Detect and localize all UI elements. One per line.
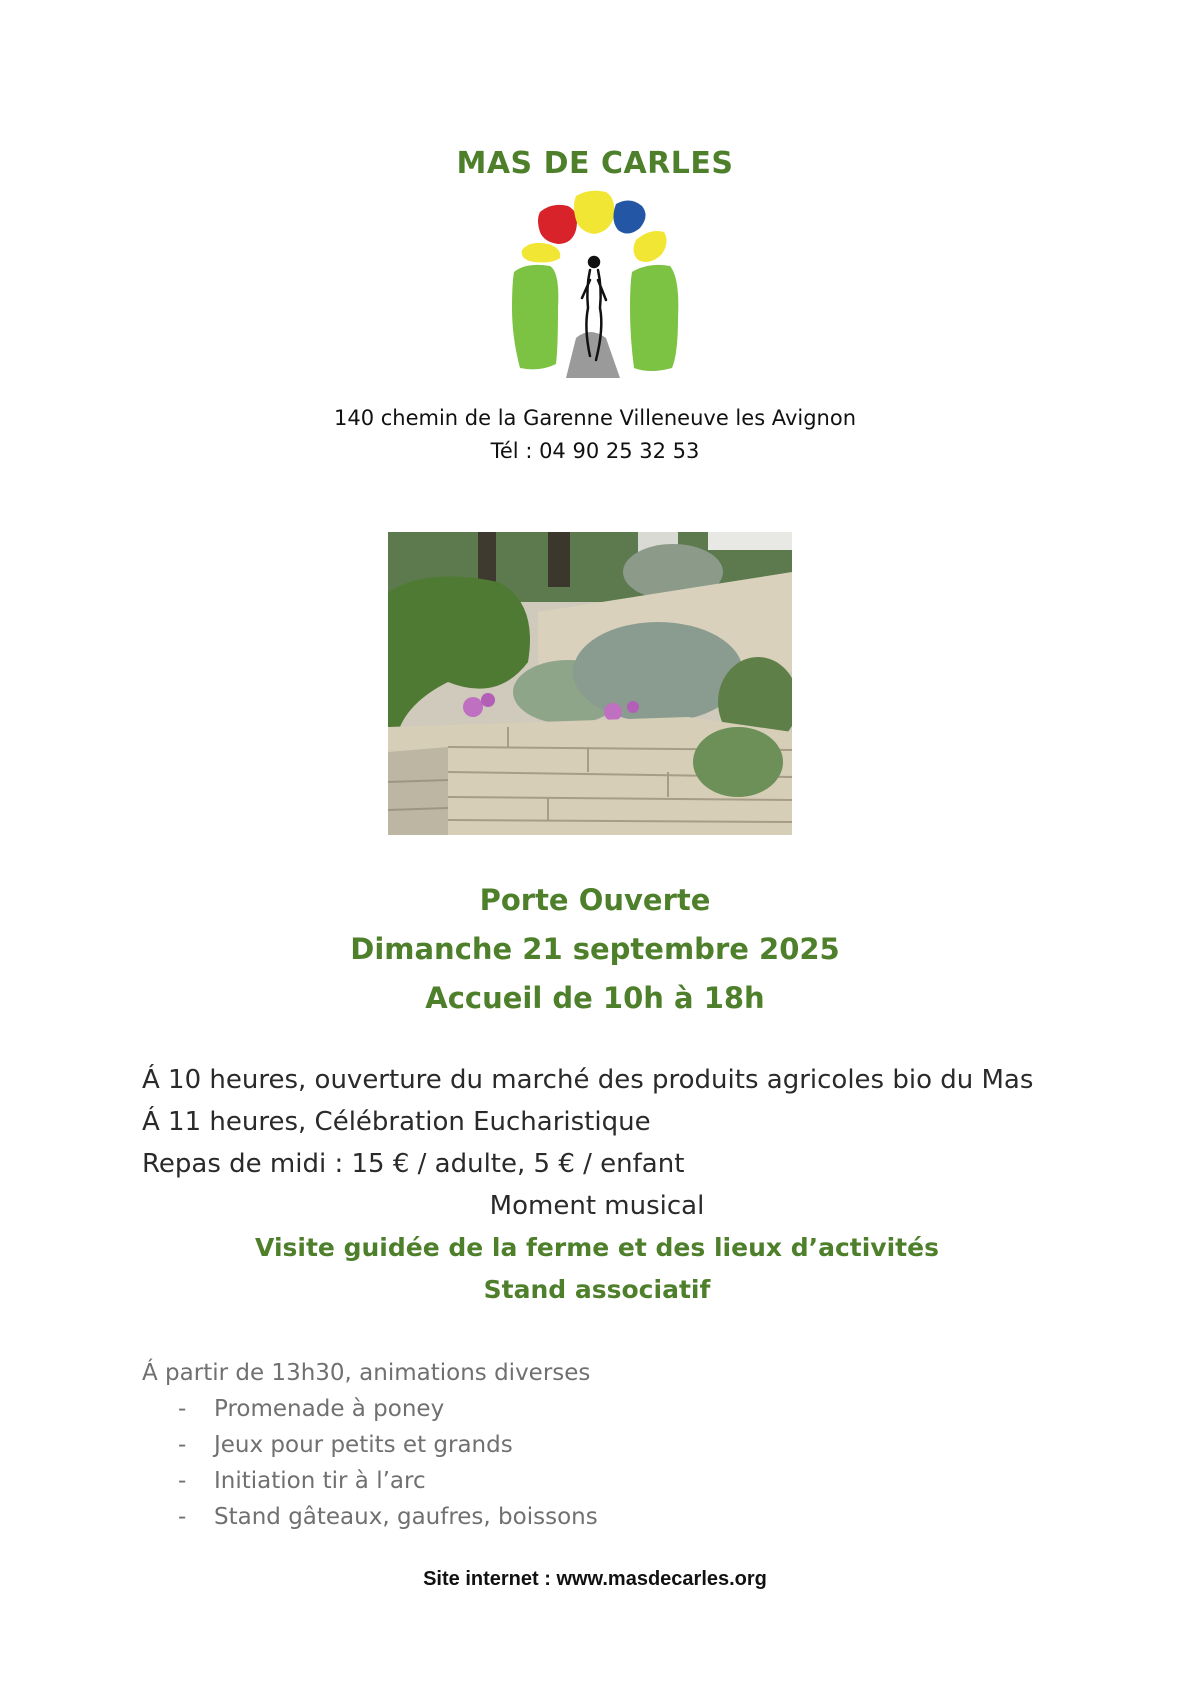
event-hours: Accueil de 10h à 18h [425, 981, 765, 1015]
program-list [142, 1059, 1062, 1311]
address-block [0, 402, 1190, 468]
logo-yellow-stone-top [574, 191, 614, 234]
logo-blue-stone [613, 200, 645, 233]
list-item: - Promenade à poney [178, 1396, 445, 1422]
logo-yellow-stone-right [633, 231, 666, 262]
program-lunch: Repas de midi : 15 € / adulte, 5 € / enfant [142, 1149, 685, 1179]
afternoon-activities [142, 1355, 1042, 1535]
event-name: Porte Ouverte [479, 883, 711, 917]
logo-gray-path [566, 332, 620, 378]
logo-green-pillar-left [512, 265, 558, 369]
event-date: Dimanche 21 septembre 2025 [350, 932, 840, 966]
logo-yellow-stone-left [522, 243, 561, 263]
program-market: Á 10 heures, ouverture du marché des produits agricoles bio du Mas [142, 1065, 1034, 1095]
program-stand: Stand associatif [483, 1275, 711, 1304]
mas-de-carles-logo [510, 188, 685, 380]
list-item: - Stand gâteaux, gaufres, boissons [178, 1504, 598, 1530]
list-item: - Jeux pour petits et grands [178, 1432, 513, 1458]
event-header [0, 876, 1190, 1023]
activities-list [142, 1391, 1042, 1535]
logo-red-stone [538, 205, 577, 244]
program-tour: Visite guidée de la ferme et des lieux d’activités [255, 1233, 939, 1262]
page-title: MAS DE CARLES [456, 146, 734, 181]
program-music: Moment musical [489, 1191, 705, 1221]
phone-line: Tél : 04 90 25 32 53 [490, 439, 700, 463]
address-line: 140 chemin de la Garenne Villeneuve les Avignon [333, 406, 857, 430]
afternoon-intro: Á partir de 13h30, animations diverses [142, 1360, 591, 1386]
logo-green-pillar-right [630, 265, 678, 371]
website-link[interactable]: Site internet : www.masdecarles.org [423, 1568, 767, 1590]
garden-stone-wall-photo [388, 532, 792, 835]
program-mass: Á 11 heures, Célébration Eucharistique [142, 1107, 651, 1137]
list-item: - Initiation tir à l’arc [178, 1468, 426, 1494]
